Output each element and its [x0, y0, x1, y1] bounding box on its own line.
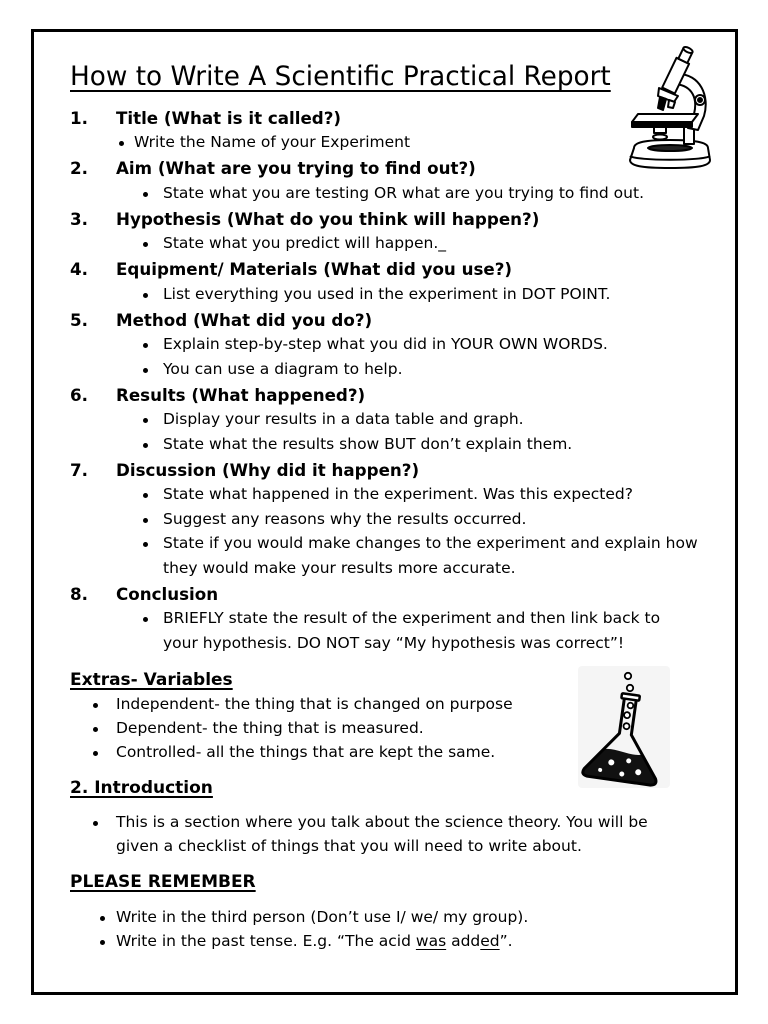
bullet-item	[70, 432, 710, 457]
bullet-item	[70, 357, 710, 382]
bullet-dot-icon	[143, 368, 148, 373]
extras-heading: Extras- Variables	[70, 670, 233, 690]
section-heading	[70, 383, 710, 408]
bullet-dot-icon	[143, 518, 148, 523]
section-method	[70, 308, 710, 382]
bullet-text: State what you are testing OR what are you trying to find out.	[163, 183, 644, 202]
bullet-text: Display your results in a data table and graph.	[163, 410, 524, 429]
bullet-item	[70, 810, 710, 834]
bullet-item	[70, 407, 710, 432]
bullet-text: State what the results show BUT don’t explain them.	[163, 434, 573, 453]
bullet-dot-icon	[143, 443, 148, 448]
section-heading	[70, 308, 710, 333]
bullet-dot-icon	[143, 493, 148, 498]
bullet-item	[70, 507, 710, 532]
section-heading-text: Conclusion	[116, 583, 219, 604]
bullet-text: State what happened in the experiment. Was this expected?	[163, 485, 633, 504]
bullet-dot-icon	[143, 293, 148, 298]
section-number: 2.	[70, 158, 88, 179]
underlined-suffix: ed	[480, 932, 500, 950]
bullet-text: Write in the third person (Don’t use I/ we/ my group).	[116, 908, 529, 926]
bullet-dot-icon	[143, 617, 148, 622]
section-heading	[70, 582, 710, 607]
bullet-item	[70, 181, 710, 206]
bullet-dot-icon	[93, 821, 98, 826]
bullet-text-part: ”.	[499, 932, 513, 950]
bullet-dot-icon	[143, 242, 148, 247]
section-heading	[70, 106, 710, 131]
bullet-text: Write the Name of your Experiment	[134, 133, 411, 152]
section-heading-text: Hypothesis (What do you think will happen?)	[116, 208, 540, 229]
bullet-item-continued	[70, 834, 710, 858]
bullet-text: State if you would make changes to the experiment and explain how	[163, 534, 698, 553]
section-title	[70, 106, 710, 155]
section-equipment	[70, 257, 710, 306]
bullet-item	[70, 905, 710, 929]
section-number: 7.	[70, 459, 88, 480]
bullet-text: State what you predict will happen._	[163, 234, 447, 253]
bullet-item	[70, 130, 710, 155]
section-heading-text: Equipment/ Materials (What did you use?)	[116, 259, 513, 280]
bullet-text: You can use a diagram to help.	[163, 359, 403, 378]
bullet-dot-icon	[93, 751, 98, 756]
bullet-dot-icon	[119, 141, 124, 146]
bullet-dot-icon	[100, 916, 105, 921]
bullet-text-part: Write in the past tense. E.g. “The acid	[116, 932, 416, 950]
bullet-dot-icon	[93, 727, 98, 732]
introduction-bullets	[70, 810, 710, 858]
section-heading	[70, 207, 710, 232]
bullet-text: Controlled- all the things that are kept the same.	[116, 743, 496, 761]
bullet-dot-icon	[143, 192, 148, 197]
section-number: 4.	[70, 259, 88, 280]
bullet-item	[70, 531, 710, 556]
bullet-item	[70, 482, 710, 507]
introduction-heading: 2. Introduction	[70, 778, 213, 798]
section-hypothesis	[70, 207, 710, 256]
bullet-text: Suggest any reasons why the results occurred.	[163, 509, 527, 528]
section-number: 1.	[70, 107, 88, 128]
page-title: How to Write A Scientific Practical Report	[70, 62, 611, 92]
bullet-text: Independent- the thing that is changed on purpose	[116, 695, 513, 713]
bullet-item	[70, 282, 710, 307]
bullet-dot-icon	[143, 418, 148, 423]
section-heading	[70, 156, 710, 181]
section-heading-text: Aim (What are you trying to find out?)	[116, 158, 476, 179]
section-heading	[70, 257, 710, 282]
bullet-item	[70, 332, 710, 357]
bullet-dot-icon	[93, 703, 98, 708]
bullet-text: given a checklist of things that you will need to write about.	[116, 837, 582, 855]
section-heading-text: Title (What is it called?)	[116, 107, 342, 128]
bullet-text: List everything you used in the experiment in DOT POINT.	[163, 284, 611, 303]
underlined-word: was	[415, 932, 447, 950]
introduction-section	[70, 776, 710, 858]
bullet-item-continued	[70, 631, 710, 656]
bullet-item	[70, 606, 710, 631]
bullet-text: your hypothesis. DO NOT say “My hypothesis was correct”!	[163, 633, 625, 652]
bullet-text: Explain step-by-step what you did in YOUR OWN WORDS.	[163, 335, 608, 354]
bullet-item-continued	[70, 556, 710, 581]
bullet-dot-icon	[100, 940, 105, 945]
section-number: 5.	[70, 309, 88, 330]
section-discussion	[70, 458, 710, 581]
section-conclusion	[70, 582, 710, 656]
bullet-text: they would make your results more accurate.	[163, 558, 516, 577]
section-heading	[70, 458, 710, 483]
report-sections-list	[70, 106, 710, 656]
please-remember-heading: PLEASE REMEMBER	[70, 872, 256, 892]
flask-icon	[576, 664, 672, 790]
bullet-item	[70, 231, 710, 256]
section-results	[70, 383, 710, 457]
please-remember-section	[70, 870, 710, 953]
section-aim	[70, 156, 710, 205]
bullet-item	[70, 929, 710, 953]
section-number: 6.	[70, 384, 88, 405]
bullet-text: Dependent- the thing that is measured.	[116, 719, 424, 737]
section-number: 8.	[70, 583, 88, 604]
bullet-dot-icon	[143, 343, 148, 348]
section-heading-text: Results (What happened?)	[116, 384, 366, 405]
please-remember-bullets	[70, 905, 710, 953]
bullet-dot-icon	[143, 542, 148, 547]
section-heading-text: Method (What did you do?)	[116, 309, 373, 330]
bullet-text: BRIEFLY state the result of the experiment and then link back to	[163, 609, 661, 628]
section-heading-text: Discussion (Why did it happen?)	[116, 459, 420, 480]
bullet-text-part: add	[446, 932, 481, 950]
section-number: 3.	[70, 208, 88, 229]
bullet-text: This is a section where you talk about the science theory. You will be	[116, 813, 648, 831]
